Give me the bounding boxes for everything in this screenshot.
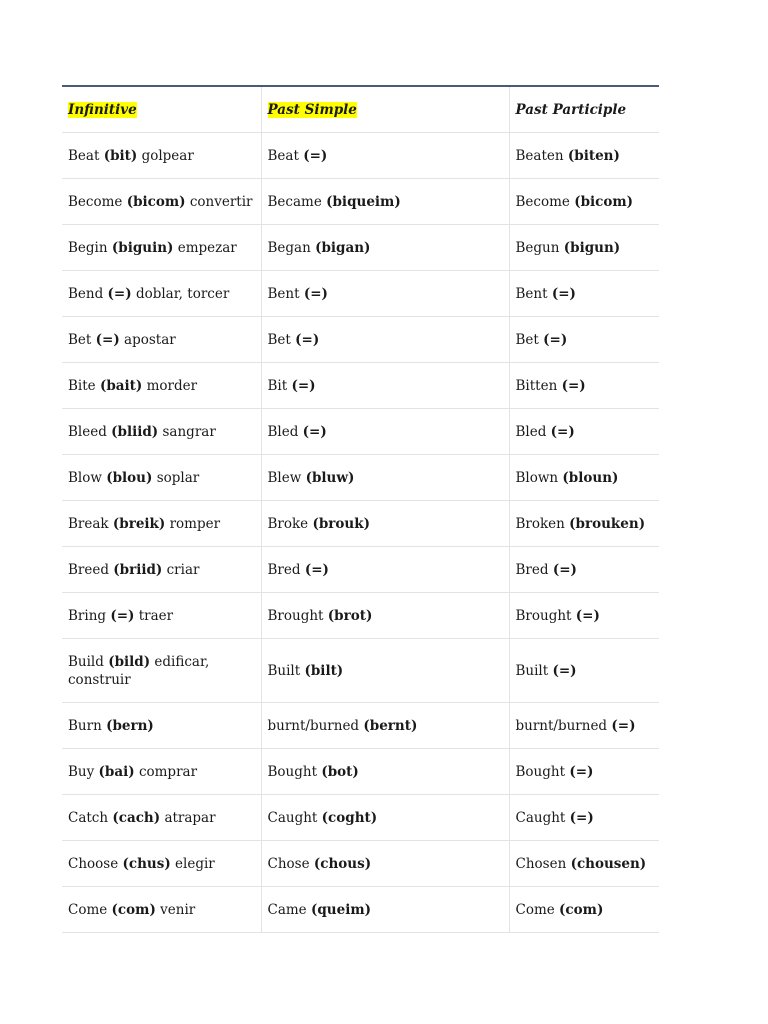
pronunciation: (=) <box>291 377 316 394</box>
pronunciation: (bliid) <box>111 423 159 440</box>
pronunciation: (=) <box>569 809 594 826</box>
cell-past-simple <box>261 455 509 501</box>
table-row <box>62 409 659 455</box>
cell-infinitive <box>62 179 261 225</box>
pronunciation: (blou) <box>106 469 153 486</box>
cell-past-simple <box>261 887 509 933</box>
verb-form: Built <box>515 662 549 679</box>
cell-past-simple <box>261 639 509 703</box>
verb-form: Begun <box>515 239 560 256</box>
pronunciation: (biguin) <box>111 239 174 256</box>
verb-form: Become <box>515 193 570 210</box>
cell-past-participle <box>509 749 659 795</box>
pronunciation: (brouken) <box>569 515 646 532</box>
verb-form: Bleed <box>68 423 107 440</box>
verb-form: Build <box>68 653 104 670</box>
pronunciation: (bernt) <box>363 717 418 734</box>
pronunciation: (cach) <box>112 809 161 826</box>
verb-form: Bred <box>267 561 301 578</box>
table-row <box>62 841 659 887</box>
cell-infinitive <box>62 455 261 501</box>
cell-infinitive <box>62 703 261 749</box>
table-body <box>62 133 659 933</box>
table-row <box>62 179 659 225</box>
spanish-meaning: elegir <box>175 855 215 872</box>
table-row <box>62 639 659 703</box>
verb-form: Bite <box>68 377 96 394</box>
verb-form: Broken <box>515 515 565 532</box>
pronunciation: (bigan) <box>315 239 371 256</box>
verb-form: Caught <box>267 809 318 826</box>
pronunciation: (brot) <box>327 607 373 624</box>
cell-past-participle <box>509 179 659 225</box>
cell-past-simple <box>261 593 509 639</box>
verb-form: Caught <box>515 809 566 826</box>
cell-past-simple <box>261 225 509 271</box>
spanish-meaning: criar <box>166 561 200 578</box>
verb-form: burnt/burned <box>515 717 608 734</box>
table-row <box>62 547 659 593</box>
header-infinitive <box>62 86 261 133</box>
pronunciation: (com) <box>559 901 604 918</box>
cell-infinitive <box>62 639 261 703</box>
verb-form: Broke <box>267 515 309 532</box>
cell-past-simple <box>261 271 509 317</box>
cell-past-participle <box>509 639 659 703</box>
cell-past-simple <box>261 179 509 225</box>
pronunciation: (=) <box>561 377 586 394</box>
spanish-meaning: golpear <box>141 147 194 164</box>
cell-infinitive <box>62 409 261 455</box>
cell-past-participle <box>509 887 659 933</box>
cell-past-simple <box>261 795 509 841</box>
verb-form: Beaten <box>515 147 564 164</box>
pronunciation: (bai) <box>98 763 135 780</box>
cell-infinitive <box>62 593 261 639</box>
cell-past-participle <box>509 225 659 271</box>
pronunciation: (chous) <box>313 855 372 872</box>
pronunciation: (=) <box>552 561 577 578</box>
pronunciation: (biqueim) <box>326 193 401 210</box>
pronunciation: (=) <box>302 423 327 440</box>
verb-form: burnt/burned <box>267 717 360 734</box>
cell-infinitive <box>62 795 261 841</box>
pronunciation: (=) <box>552 662 577 679</box>
cell-past-participle <box>509 593 659 639</box>
verb-form: Came <box>267 901 307 918</box>
verb-form: Bred <box>515 561 549 578</box>
verb-form: Bought <box>515 763 566 780</box>
spanish-meaning: convertir <box>189 193 253 210</box>
pronunciation: (bicom) <box>574 193 634 210</box>
cell-past-simple <box>261 409 509 455</box>
pronunciation: (=) <box>551 285 576 302</box>
verb-form: Come <box>515 901 555 918</box>
spanish-meaning: venir <box>160 901 196 918</box>
verb-form: Catch <box>68 809 109 826</box>
cell-infinitive <box>62 225 261 271</box>
pronunciation: (briid) <box>113 561 163 578</box>
table-row <box>62 225 659 271</box>
verb-form: Buy <box>68 763 95 780</box>
table-row <box>62 133 659 179</box>
cell-past-participle <box>509 133 659 179</box>
verb-form: Beat <box>68 147 100 164</box>
verb-form: Break <box>68 515 109 532</box>
cell-past-participle <box>509 795 659 841</box>
cell-past-participle <box>509 501 659 547</box>
pronunciation: (bit) <box>103 147 138 164</box>
pronunciation: (=) <box>107 285 132 302</box>
pronunciation: (chousen) <box>570 855 647 872</box>
pronunciation: (=) <box>95 331 120 348</box>
verb-form: Bitten <box>515 377 558 394</box>
verb-form: Bent <box>515 285 548 302</box>
pronunciation: (=) <box>304 561 329 578</box>
pronunciation: (bait) <box>99 377 143 394</box>
table-row <box>62 455 659 501</box>
pronunciation: (breik) <box>112 515 166 532</box>
verb-form: Began <box>267 239 311 256</box>
cell-past-participle <box>509 455 659 501</box>
cell-infinitive <box>62 133 261 179</box>
pronunciation: (=) <box>303 147 328 164</box>
table-row <box>62 363 659 409</box>
cell-past-simple <box>261 703 509 749</box>
pronunciation: (=) <box>295 331 320 348</box>
cell-past-simple <box>261 501 509 547</box>
pronunciation: (bot) <box>321 763 359 780</box>
cell-past-simple <box>261 547 509 593</box>
verb-form: Became <box>267 193 322 210</box>
table-row <box>62 749 659 795</box>
pronunciation: (=) <box>611 717 636 734</box>
verb-form: Chosen <box>515 855 567 872</box>
verb-form: Bled <box>267 423 299 440</box>
pronunciation: (bilt) <box>304 662 344 679</box>
pronunciation: (coght) <box>321 809 378 826</box>
verb-form: Bet <box>267 331 291 348</box>
verb-form: Bring <box>68 607 107 624</box>
header-past-participle-label: Past Participle <box>515 101 627 118</box>
cell-infinitive <box>62 501 261 547</box>
verb-form: Beat <box>267 147 299 164</box>
verb-form: Breed <box>68 561 109 578</box>
verb-form: Bit <box>267 377 288 394</box>
pronunciation: (brouk) <box>312 515 370 532</box>
cell-infinitive <box>62 317 261 363</box>
table-header-row <box>62 86 659 133</box>
spanish-meaning: soplar <box>156 469 200 486</box>
table-row <box>62 795 659 841</box>
verb-form: Bought <box>267 763 318 780</box>
cell-past-participle <box>509 547 659 593</box>
pronunciation: (bluw) <box>305 469 355 486</box>
pronunciation: (queim) <box>310 901 372 918</box>
pronunciation: (=) <box>569 763 594 780</box>
verb-form: Brought <box>267 607 324 624</box>
pronunciation: (bloun) <box>562 469 619 486</box>
pronunciation: (biten) <box>567 147 620 164</box>
cell-past-participle <box>509 271 659 317</box>
verb-form: Bent <box>267 285 300 302</box>
cell-past-participle <box>509 409 659 455</box>
cell-past-participle <box>509 703 659 749</box>
table-row <box>62 501 659 547</box>
cell-infinitive <box>62 749 261 795</box>
cell-past-participle <box>509 317 659 363</box>
table-row <box>62 703 659 749</box>
verb-form: Begin <box>68 239 108 256</box>
verb-form: Brought <box>515 607 572 624</box>
pronunciation: (=) <box>303 285 328 302</box>
irregular-verbs-table <box>62 85 659 933</box>
spanish-meaning: apostar <box>124 331 176 348</box>
table-row <box>62 593 659 639</box>
header-past-participle <box>509 86 659 133</box>
verb-form: Bet <box>515 331 539 348</box>
cell-infinitive <box>62 841 261 887</box>
header-past-simple-label: Past Simple <box>267 101 357 118</box>
verb-form: Bet <box>68 331 92 348</box>
verb-form: Blown <box>515 469 559 486</box>
pronunciation: (bild) <box>108 653 151 670</box>
pronunciation: (chus) <box>122 855 171 872</box>
spanish-meaning: comprar <box>138 763 198 780</box>
cell-past-simple <box>261 749 509 795</box>
verb-form: Chose <box>267 855 310 872</box>
spanish-meaning: atrapar <box>164 809 216 826</box>
cell-infinitive <box>62 271 261 317</box>
verb-form: Blew <box>267 469 302 486</box>
verb-form: Choose <box>68 855 119 872</box>
verb-form: Blow <box>68 469 102 486</box>
cell-infinitive <box>62 547 261 593</box>
pronunciation: (=) <box>550 423 575 440</box>
verb-form: Bled <box>515 423 547 440</box>
spanish-meaning: edificar, construir <box>68 653 210 688</box>
verb-form: Built <box>267 662 301 679</box>
cell-past-simple <box>261 133 509 179</box>
cell-past-simple <box>261 841 509 887</box>
pronunciation: (=) <box>575 607 600 624</box>
spanish-meaning: morder <box>146 377 198 394</box>
verb-form: Burn <box>68 717 102 734</box>
pronunciation: (bern) <box>106 717 154 734</box>
verb-form: Bend <box>68 285 104 302</box>
pronunciation: (bigun) <box>563 239 621 256</box>
verb-form: Become <box>68 193 123 210</box>
cell-infinitive <box>62 363 261 409</box>
spanish-meaning: traer <box>138 607 174 624</box>
cell-infinitive <box>62 887 261 933</box>
header-past-simple <box>261 86 509 133</box>
pronunciation: (bicom) <box>126 193 186 210</box>
spanish-meaning: sangrar <box>162 423 216 440</box>
cell-past-simple <box>261 363 509 409</box>
pronunciation: (=) <box>543 331 568 348</box>
table-row <box>62 317 659 363</box>
spanish-meaning: doblar, torcer <box>135 285 230 302</box>
verb-form: Come <box>68 901 108 918</box>
cell-past-participle <box>509 363 659 409</box>
pronunciation: (com) <box>111 901 156 918</box>
table-row <box>62 887 659 933</box>
spanish-meaning: romper <box>169 515 221 532</box>
cell-past-simple <box>261 317 509 363</box>
table-row <box>62 271 659 317</box>
spanish-meaning: empezar <box>177 239 237 256</box>
pronunciation: (=) <box>110 607 135 624</box>
header-infinitive-label: Infinitive <box>68 101 137 118</box>
cell-past-participle <box>509 841 659 887</box>
